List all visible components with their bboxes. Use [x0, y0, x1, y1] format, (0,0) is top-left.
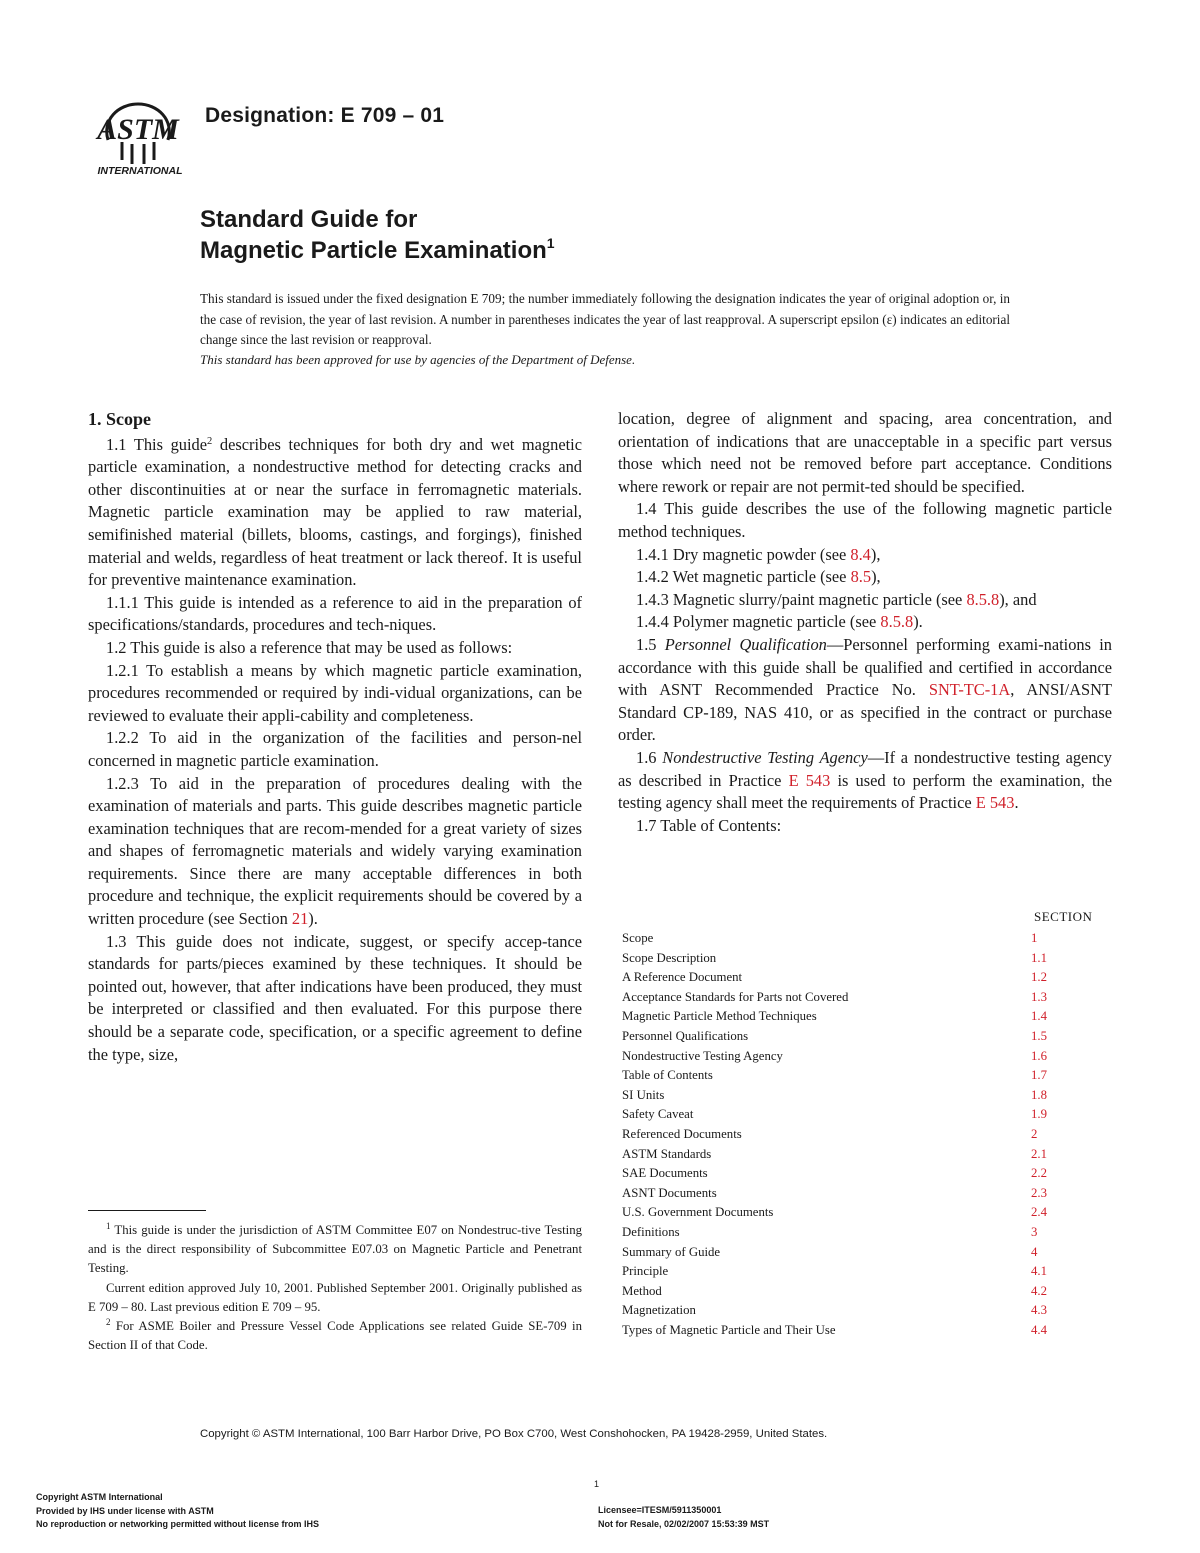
toc-row: A Reference Document 1.2 [622, 968, 1102, 988]
designation: Designation: E 709 – 01 [205, 104, 445, 127]
toc-link[interactable]: 1.9 [1031, 1107, 1047, 1122]
astm-logo [88, 96, 188, 176]
paragraph-1-4-1: 1.4.1 Dry magnetic powder (see 8.4), [636, 544, 881, 564]
paragraph-1-5: 1.5 Personnel Qualification—Personnel performing exami-nations in accordance with this guide shall be qualified and certified in accordance with ASNT Recommended Practice No. SNT-TC-1A, ANSI/ASNT Standard CP-189, NAS 410, or as specified in the contract or purchase order. [618, 634, 1112, 745]
title-footnote-mark: 1 [546, 235, 555, 251]
document-title [200, 204, 555, 266]
toc-row: Magnetization 4.3 [622, 1301, 1102, 1321]
toc-row: Nondestructive Testing Agency 1.6 [622, 1047, 1102, 1067]
paragraph-1-7: 1.7 Table of Contents: [636, 815, 782, 835]
toc-row: Method 4.2 [622, 1282, 1102, 1302]
toc-row: Scope 1 [622, 929, 1102, 949]
toc-row: Definitions 3 [622, 1223, 1102, 1243]
footnote-1: $^1$ This guide is under the jurisdiction of ASTM Committee E07 on Nondestruc-tive Testing and is the direct responsibility of Subcommittee E07.03 on Magnetic Particle and Penetrant Testing. [88, 1221, 582, 1276]
toc-row: SAE Documents 2.2 [622, 1164, 1102, 1184]
toc-row: Types of Magnetic Particle and Their Use 4.4 [622, 1321, 1102, 1341]
title-line-1: Standard Guide for [200, 206, 418, 233]
toc-section-heading: SECTION [1034, 909, 1093, 924]
link-e543[interactable]: E 543 [788, 770, 831, 790]
toc-link[interactable]: 2.3 [1031, 1185, 1047, 1200]
footnote-ref-2[interactable]: 2 [207, 435, 213, 447]
toc-row: ASNT Documents 2.3 [622, 1184, 1102, 1204]
right-column [618, 408, 1112, 837]
paragraph-1-1: 1.1 This guide$^2$ describes techniques for both dry and wet magnetic particle examination, a nondestructive method for detecting cracks and other discontinuities at or near the surface in ferromagnetic materials. Magnetic particle examination may be applied to raw material, semifinished material (billets, blooms, castings, and forgings), finished material and welds, regardless of heat treatment or lack thereof. It is useful for preventive maintenance examination. [88, 434, 582, 590]
toc-link[interactable]: 4.3 [1031, 1303, 1047, 1318]
toc-link[interactable]: 2.1 [1031, 1146, 1047, 1161]
toc-link[interactable]: 1.5 [1031, 1028, 1047, 1043]
paragraph-1-4: 1.4 This guide describes the use of the following magnetic particle method techniques. [618, 499, 1112, 541]
paragraph-1-2-3: 1.2.3 To aid in the preparation of procedures dealing with the examination of materials and parts. This guide describes magnetic particle examination techniques that are recom-mended for a great variety of sizes and shapes of ferromagnetic materials and widely varying examination requirements. Since there are many acceptable differences in both procedure and technique, the explicit requirements should be covered by a written procedure (see Section 21). [88, 773, 582, 929]
toc-link[interactable]: 4.4 [1031, 1322, 1047, 1337]
toc-row: Table of Contents 1.7 [622, 1066, 1102, 1086]
footnote-1-edition: Current edition approved July 10, 2001. Published September 2001. Originally published as E 709 – 80. Last previous edition E 709 – 95. [88, 1280, 582, 1314]
license-footer-right: Licensee=ITESM/5911350001 Not for Resale, 02/02/2007 15:53:39 MST [598, 1505, 770, 1529]
paragraph-1-3: 1.3 This guide does not indicate, suggest, or specify accep-tance standards for parts/pieces examined by these techniques. It should be pointed out, however, that after indications have been produced, they must be interpreted or classified and then evaluated. For this purpose there should be a separate code, specification, or a specific agreement to define the type, size, [88, 931, 582, 1064]
toc-link[interactable]: 1.7 [1031, 1068, 1047, 1083]
toc-link[interactable]: 1.6 [1031, 1048, 1047, 1063]
toc-link[interactable]: 1.3 [1031, 989, 1047, 1004]
toc-row: Personnel Qualifications 1.5 [622, 1027, 1102, 1047]
toc-row: Magnetic Particle Method Techniques 1.4 [622, 1007, 1102, 1027]
link-section-21[interactable]: 21 [291, 909, 309, 929]
title-line-2: Magnetic Particle Examination$^1$ [200, 235, 555, 264]
toc-row: Safety Caveat 1.9 [622, 1105, 1102, 1125]
toc-row: Scope Description 1.1 [622, 949, 1102, 969]
link-e543[interactable]: E 543 [975, 793, 1015, 813]
footnote-2: $^2$ For ASME Boiler and Pressure Vessel Code Applications see related Guide SE-709 in Section II of that Code. [88, 1317, 583, 1353]
toc-link[interactable]: 4.2 [1031, 1283, 1047, 1298]
link-8-5[interactable]: 8.5 [850, 567, 872, 587]
toc-row: Summary of Guide 4 [622, 1243, 1102, 1263]
paragraph-1-4-2: 1.4.2 Wet magnetic particle (see 8.5), [636, 567, 881, 587]
paragraph-1-2-1: 1.2.1 To establish a means by which magnetic particle examination, procedures recommended or required by indi-vidual organizations, can be reviewed to evaluate their appli-cability and completeness. [88, 660, 582, 725]
footnote-divider [88, 1210, 206, 1211]
toc-link[interactable]: 3 [1031, 1224, 1038, 1239]
section-heading-scope: 1. Scope [88, 409, 151, 429]
toc-row: SI Units 1.8 [622, 1086, 1102, 1106]
copyright-line: Copyright © ASTM International, 100 Barr Harbor Drive, PO Box C700, West Conshohocken, PA 19428-2959, United States. [200, 1428, 828, 1440]
toc-link[interactable]: 4 [1031, 1244, 1038, 1259]
left-column [88, 408, 582, 1066]
toc-row: Acceptance Standards for Parts not Covered 1.3 [622, 988, 1102, 1008]
link-snt-tc-1a[interactable]: SNT-TC-1A [928, 680, 1011, 700]
toc-link[interactable]: 1 [1031, 931, 1038, 945]
paragraph-1-1-1: 1.1.1 This guide is intended as a reference to aid in the preparation of specifications/standards, procedures and tech-niques. [88, 592, 582, 635]
paragraph-1-2-2: 1.2.2 To aid in the organization of the facilities and person-nel concerned in magnetic particle examination. [88, 728, 582, 770]
paragraph-1-4-3: 1.4.3 Magnetic slurry/paint magnetic particle (see 8.5.8), and [636, 589, 1037, 609]
paragraph-1-6: 1.6 Nondestructive Testing Agency—If a nondestructive testing agency as described in Practice E 543 is used to perform the examination, the testing agency shall meet the requirements of Practice E 543. [618, 747, 1112, 813]
toc-row: Principle 4.1 [622, 1262, 1102, 1282]
toc-link[interactable]: 2.2 [1031, 1166, 1047, 1181]
toc-row: Referenced Documents 2 [622, 1125, 1102, 1145]
toc-row: ASTM Standards 2.1 [622, 1145, 1102, 1165]
link-8-5-8[interactable]: 8.5.8 [966, 589, 1000, 609]
paragraph-1-3-continued: location, degree of alignment and spacing, area concentration, and orientation of indications that are unacceptable in a specific part versus those which need not be removed before part acceptance. Conditions where rework or repair are not permit-ted should be specified. [618, 409, 1112, 496]
astm-wordmark: ASTM [97, 113, 179, 146]
toc-link[interactable]: 2 [1031, 1126, 1038, 1141]
toc-link[interactable]: 1.4 [1031, 1009, 1047, 1024]
paragraph-1-4-4: 1.4.4 Polymer magnetic particle (see 8.5.8). [636, 612, 923, 632]
toc-row: U.S. Government Documents 2.4 [622, 1203, 1102, 1223]
toc-link[interactable]: 4.1 [1031, 1264, 1047, 1279]
paragraph-1-2: 1.2 This guide is also a reference that may be used as follows: [106, 637, 513, 657]
dod-approval-note: This standard has been approved for use by agencies of the Department of Defense. [200, 352, 636, 367]
toc-link[interactable]: 1.8 [1031, 1087, 1047, 1102]
footnotes [88, 1221, 582, 1355]
table-of-contents [622, 929, 1102, 1340]
link-8-5-8[interactable]: 8.5.8 [880, 612, 914, 632]
toc-link[interactable]: 1.2 [1031, 970, 1047, 985]
link-8-4[interactable]: 8.4 [850, 544, 871, 564]
toc-link[interactable]: 2.4 [1031, 1205, 1047, 1220]
toc-link[interactable]: 1.1 [1031, 950, 1047, 965]
page-number: 1 [594, 1479, 600, 1489]
issue-note: This standard is issued under the fixed designation E 709; the number immediately following the designation indicates the year of original adoption or, in the case of revision, the year of last revision. A number in parentheses indicates the year of last reapproval. A superscript epsilon (ε) indicates an editorial change since the last revision or reapproval. [200, 291, 1010, 347]
license-footer-left: Copyright ASTM International Provided by IHS under license with ASTM No reproduction or networking permitted without license from IHS [36, 1492, 320, 1529]
logo-subtext: INTERNATIONAL [97, 165, 183, 176]
